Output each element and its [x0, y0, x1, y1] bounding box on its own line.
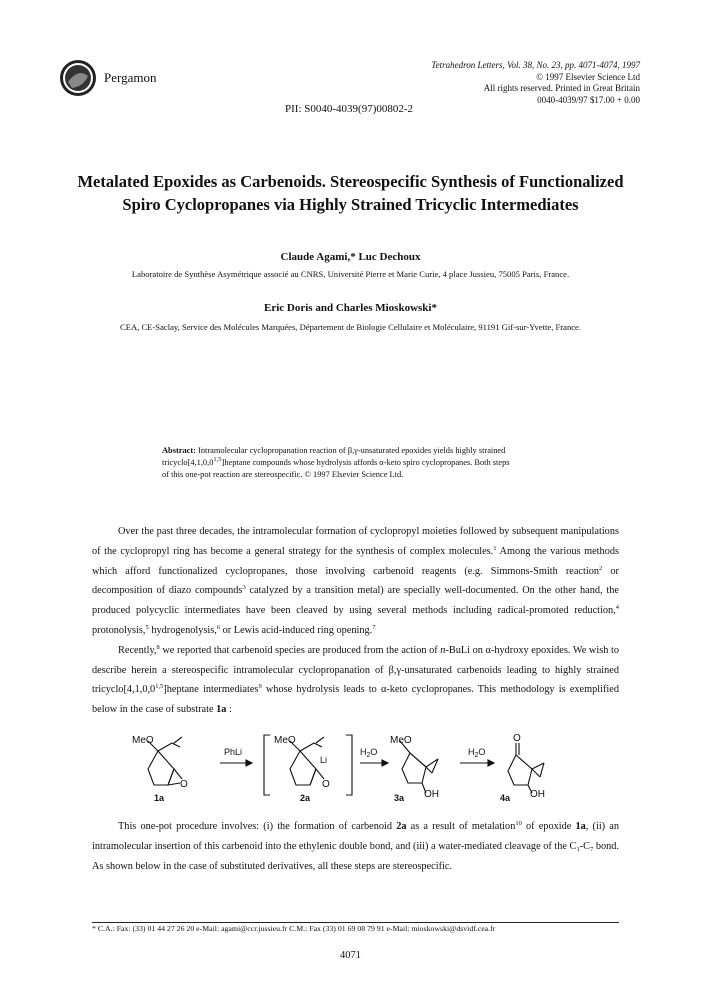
pii: PII: S0040-4039(97)00802-2	[285, 103, 414, 115]
abstract	[162, 445, 562, 481]
body-text-2: This one-pot procedure involves: (i) the formation of carbenoid 2a as a result of metalation$^{10}$ of epoxide 1a, (ii) an intramolecular insertion of this carbenoid into the ethylenic double bond, and (iii) a water-mediated cleavage of the $C_1-C_7$ bond. As shown below in the case of substituted derivatives, all these steps are stereospecific.	[92, 820, 619, 872]
label-oh-3: OH	[424, 789, 439, 800]
article-title	[40, 170, 661, 216]
page-number: 4071	[340, 950, 361, 961]
abstract-text-3: of this one-pot reaction are stereospecific. © 1997 Elsevier Science Ltd.	[162, 470, 404, 479]
issn: 0040-4039/97 $17.00 + 0.00	[537, 94, 640, 105]
rights: All rights reserved. Printed in Great Britain	[483, 83, 640, 93]
body-text-1: Over the past three decades, the intramolecular formation of cyclopropyl moieties followed by subsequent manipulations of the cyclopropyl ring has become a general strategy for the synthesis of complex molecules.$^1$ Among the various methods which afford functionalized cyclopropanes, those involving carbenoid reagents (e.g. Simmons-Smith reaction$^2$ or decomposition of diazo compounds$^3$ catalyzed by a transition metal) are specially well-documented. On the other hand, the produced polycyclic intermediates have been cleaved by using several methods including radical-promoted reduction,$^4$ protonolysis,$^5$ hydrogenolysis,$^6$ or Lewis acid-induced ring opening.$^7$ Recently,$^8$ we reported that carbenoid species are produced from the action of n-BuLi on α-hydroxy epoxides. We wish to describe herein a stereospecific intramolecular cyclopropanation of β,γ-unsaturated carbenoids leading to highly strained tricyclo[4,1,0,0$^{1,5}$]heptane intermediates$^9$ whose hydrolysis leads to α-keto cyclopropanes. This methodology is exemplified below in the case of substrate 1a :	[92, 526, 619, 716]
abstract-text-2b: ]heptane compounds whose hydrolysis affords α-keto spiro cyclopropanes. Both steps	[221, 458, 510, 467]
label-o-ketone: O	[513, 733, 521, 744]
affiliation-1: Laboratoire de Synthèse Asymétrique associé au CNRS, Université Pierre et Marie Curie, 4 place Jussieu, 75005 Paris, France.	[131, 269, 570, 279]
compound-label-3a: 3a	[394, 793, 405, 803]
abstract-sup: 1,5	[213, 456, 222, 463]
compound-3a-structure	[400, 741, 438, 793]
affiliation-2: CEA, CE-Saclay, Service des Molécules Marquées, Département de Biologie Cellulaire et Moléculaire, 91191 Gif-sur-Yvette, France.	[119, 322, 582, 332]
reaction-scheme	[120, 733, 560, 803]
pergamon-logo	[58, 58, 98, 98]
label-li: Li	[320, 755, 328, 765]
reagent-h2o-2: $H_2O$	[468, 747, 486, 759]
author-group-1: Claude Agami,* Luc Dechoux	[280, 251, 421, 263]
label-o-1: O	[180, 779, 188, 790]
label-oh-4: OH	[530, 789, 545, 800]
reagent-h2o-1: $H_2O$	[360, 747, 378, 759]
abstract-text-1: Intramolecular cyclopropanation reaction of β,γ-unsaturated epoxides yields highly strained	[198, 446, 506, 455]
footnote: * C.A.: Fax: (33) 01 44 27 26 20 e-Mail: agami@ccr.jussieu.fr C.M.: Fax (33) 01 69 08 79 91 e-Mail: mioskowski@dsvidf.cea.fr	[92, 924, 496, 933]
label-o-2: O	[322, 779, 330, 790]
publisher-name: Pergamon	[104, 70, 157, 85]
author-group-2: Eric Doris and Charles Mioskowski*	[264, 302, 437, 314]
reagent-phli: PhLi	[224, 747, 243, 757]
abstract-text-2a: tricyclo[4,1,0,0	[162, 458, 214, 467]
title-line-1: Metalated Epoxides as Carbenoids. Stereospecific Synthesis of Functionalized	[77, 172, 624, 191]
journal-citation: Tetrahedron Letters, Vol. 38, No. 23, pp. 4071-4074, 1997	[431, 60, 640, 70]
label-meo-1: MeO	[132, 735, 154, 746]
copyright: © 1997 Elsevier Science Ltd	[536, 71, 640, 82]
title-line-2: Spiro Cyclopropanes via Highly Strained Tricyclic Intermediates	[122, 195, 579, 214]
compound-label-1a: 1a	[154, 793, 165, 803]
compound-label-4a: 4a	[500, 793, 511, 803]
abstract-label: Abstract:	[162, 446, 196, 455]
compound-4a-structure	[508, 743, 544, 793]
footnote-rule	[92, 922, 619, 923]
label-meo-3: MeO	[390, 735, 412, 746]
journal-info	[431, 60, 640, 106]
label-meo-2: MeO	[274, 735, 296, 746]
compound-label-2a: 2a	[300, 793, 311, 803]
